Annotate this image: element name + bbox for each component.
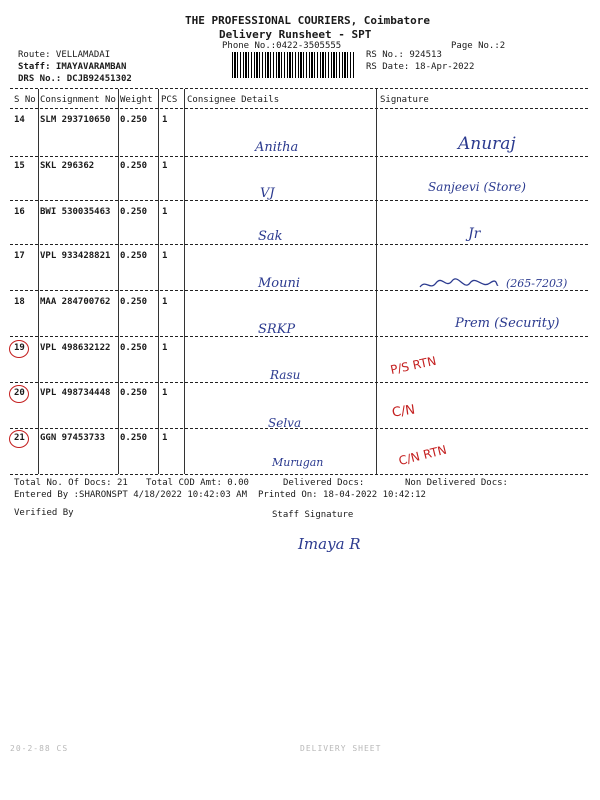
- row-divider: [10, 244, 588, 245]
- staff-signature-label: Staff Signature: [272, 510, 354, 520]
- row-pcs: 1: [162, 297, 168, 307]
- staff-label: Staff: IMAYAVARAMBAN: [18, 62, 127, 72]
- row-consignee-handwritten: SRKP: [258, 322, 296, 337]
- drs-number: DRS No.: DCJB92451302: [18, 74, 132, 84]
- row-sno: 14: [14, 115, 25, 125]
- col-pcs: PCS: [161, 95, 178, 105]
- row-weight: 0.250: [120, 115, 148, 125]
- total-cod: Total COD Amt: 0.00: [146, 478, 249, 488]
- row-weight: 0.250: [120, 207, 148, 217]
- row-signature-handwritten: (265-7203): [506, 277, 568, 290]
- row-consignment: BWI 530035463: [40, 207, 111, 217]
- col-divider: [38, 89, 39, 474]
- col-divider: [184, 89, 185, 474]
- document-title: Delivery Runsheet - SPT: [219, 28, 372, 41]
- row-signature-handwritten: Sanjeevi (Store): [428, 180, 526, 194]
- verified-by: Verified By: [14, 508, 74, 518]
- col-signature: Signature: [380, 95, 429, 105]
- row-consignee-handwritten: Murugan: [272, 456, 324, 469]
- row-consignee-handwritten: VJ: [260, 186, 275, 201]
- col-consignment: Consignment No: [40, 95, 116, 105]
- row-sno: 19: [14, 343, 25, 353]
- entered-by: Entered By :SHARONSPT 4/18/2022 10:42:03 AM: [14, 490, 247, 500]
- row-pcs: 1: [162, 207, 168, 217]
- row-pcs: 1: [162, 251, 168, 261]
- row-consignment: VPL 933428821: [40, 251, 111, 261]
- col-divider: [118, 89, 119, 474]
- row-consignee-handwritten: Sak: [258, 229, 283, 244]
- row-weight: 0.250: [120, 161, 148, 171]
- row-weight: 0.250: [120, 343, 148, 353]
- row-divider: [10, 290, 588, 291]
- row-sno: 20: [14, 388, 25, 398]
- company-name: THE PROFESSIONAL COURIERS, Coimbatore: [185, 14, 431, 27]
- row-consignment: GGN 97453733: [40, 433, 106, 443]
- row-weight: 0.250: [120, 433, 148, 443]
- row-weight: 0.250: [120, 388, 148, 398]
- col-divider: [158, 89, 159, 474]
- col-divider: [376, 89, 377, 474]
- row-weight: 0.250: [120, 297, 148, 307]
- row-sno: 18: [14, 297, 25, 307]
- row-pcs: 1: [162, 343, 168, 353]
- row-consignee-handwritten: Selva: [268, 416, 302, 430]
- tamil-signature-scribble: [418, 277, 500, 297]
- header-bottom-rule: [10, 108, 588, 109]
- row-divider: [10, 382, 588, 383]
- row-consignment: VPL 498632122: [40, 343, 111, 353]
- route-label: Route: VELLAMADAI: [18, 50, 111, 60]
- row-sno: 15: [14, 161, 25, 171]
- row-consignment: SLM 293710650: [40, 115, 111, 125]
- rs-date: RS Date: 18-Apr-2022: [366, 62, 475, 72]
- row-consignment: SKL 296362: [40, 161, 95, 171]
- page-number: Page No.:2: [451, 41, 506, 51]
- row-divider: [10, 428, 588, 429]
- row-sno: 17: [14, 251, 25, 261]
- row-pcs: 1: [162, 388, 168, 398]
- row-consignment: MAA 284700762: [40, 297, 111, 307]
- row-signature-handwritten: Prem (Security): [455, 316, 560, 331]
- total-docs: Total No. Of Docs: 21: [14, 478, 128, 488]
- row-status-handwritten: C/N: [391, 402, 417, 421]
- row-consignee-handwritten: Anitha: [255, 140, 299, 155]
- row-sno: 21: [14, 433, 25, 443]
- row-status-handwritten: C/N RTN: [397, 442, 449, 469]
- row-weight: 0.250: [120, 251, 148, 261]
- row-pcs: 1: [162, 115, 168, 125]
- table-bottom-rule: [10, 474, 588, 475]
- phone-number: Phone No.:0422-3505555: [222, 41, 342, 51]
- staff-signature-handwritten: Imaya R: [298, 535, 361, 553]
- faint-bleed-text: DELIVERY SHEET: [300, 744, 382, 753]
- row-divider: [10, 200, 588, 201]
- row-consignee-handwritten: Rasu: [270, 368, 301, 382]
- row-pcs: 1: [162, 433, 168, 443]
- row-consignee-handwritten: Mouni: [258, 276, 301, 291]
- rs-number: RS No.: 924513: [366, 50, 442, 60]
- header-top-rule: [10, 88, 588, 89]
- barcode: [232, 52, 354, 78]
- row-consignment: VPL 498734448: [40, 388, 111, 398]
- delivered-docs: Delivered Docs:: [283, 478, 365, 488]
- row-status-handwritten: P/S RTN: [389, 353, 438, 378]
- row-signature-handwritten: Anuraj: [458, 134, 516, 154]
- faint-bleed-text: 20-2-88 CS: [10, 744, 69, 753]
- row-sno: 16: [14, 207, 25, 217]
- row-divider: [10, 156, 588, 157]
- non-delivered-docs: Non Delivered Docs:: [405, 478, 508, 488]
- col-weight: Weight: [120, 95, 153, 105]
- row-signature-handwritten: Jr: [468, 226, 481, 242]
- col-sno: S No: [14, 95, 36, 105]
- printed-on: Printed On: 18-04-2022 10:42:12: [258, 490, 426, 500]
- row-pcs: 1: [162, 161, 168, 171]
- col-consignee: Consignee Details: [187, 95, 280, 105]
- row-divider: [10, 336, 588, 337]
